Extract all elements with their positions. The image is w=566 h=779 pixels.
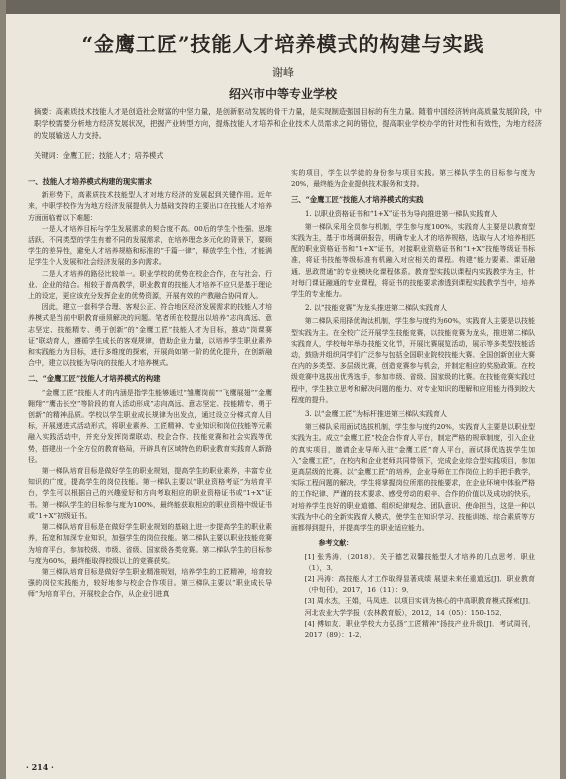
author-affiliation: 绍兴市中等专业学校: [228, 87, 337, 101]
body-paragraph: 实的项目，学生以学徒的身份参与项目实践。第三梯队学生的目标参与度为20%，最终能为企业提供技术服务和支持。: [291, 169, 535, 189]
body-paragraph: 第三梯队采用面试选拔机制，学生参与度约20%，实践育人主要是以职业型实践为主。成立“金鹰工匠”校企合作育人平台，制定严格的规章制度，引入企业的真实项目，邀请企业导师入驻“金鹰工匠”育人平台，面试择优选拔学生加入“金鹰工匠”，在校内和企业老师共同带领下，完成企业综合型实践项目，参加更高层级的比赛。以“金鹰工匠”的培养，企业导师在工作岗位上的手把手教学，实际工程问题的解决，学生将掌握岗位所需的技能要求，在企业环境中体验严格的工作纪律、严谨的技术要求、感受劳动的艰辛、合作的价值以及成功的快乐，对培养学生良好的职业道德、组织纪律观念、团队意识、使命担当，这是一种以实践为中心的全新实践育人模式，使学生在知识学习、技能训练、综合素质等方面都得到提升，并提高学生的职业适应能力。: [291, 423, 535, 533]
body-paragraph: 第一梯队培育目标是做好学生的职业规划，提高学生的职业素养，丰富专业知识的广度，提高学生的岗位技能。第一梯队主要以“职业资格考证”为培育平台，学生可以根据自己的兴趣爱好和方向考取相应的职业资格证书或“1+X”证书。第一梯队学生的目标参与度为100%，最终能获取相应的职业资格中级证书或“1+X”初级证书。: [28, 467, 272, 520]
abstract: 摘要：高素质技术技能人才是创造社会财富的中坚力量，是创新驱动发展的骨干力量，是实现制造强国目标的有生力量。随着中国经济转向高质量发展阶段，中职学校需要分析地方经济发展状况，把握产业转型方向，提炼技能人才培养和企业技术人员需求之间的错位，提高职业学校办学的针对性和有效性，为地方经济的发展输送人力支持。: [34, 107, 542, 140]
article-title: “金鹰工匠”技能人才培养模式的构建与实践: [81, 32, 485, 56]
reference-item: [4] 傅如友．职业学校大力弘扬“工匠精神”扬技产业升级[J]．考试周刊，2017（89）：1-2．: [304, 619, 535, 639]
reference-item: [3] 周水杰，王娟，马凤进．以项目实训为核心的中高职教育模式探索[J]．河北农业大学学报（农林教育版），2012，14（05）：150-152．: [304, 597, 535, 617]
section-heading: 二、“金鹰工匠”技能人才培养模式的构建: [28, 374, 161, 384]
body-paragraph: “金鹰工匠”技能人才的内涵是指学生能够通过“雏鹰岗前”“飞鹰展翅”“金鹰翱翔”“鹰击长空”等阶段的育人活动形成“志向高远、意志坚定、技能精专、勇于创新”的精神品质。学校以学生职业成长规律为出发点，通过设立分梯式育人目标，开展递进式活动形式，将职业素养、工匠精神、专业知识和岗位技能等元素融入实践活动中，并充分发挥岗课联动、校企合作、技能竞赛和社会实践等优势，搭建出一个全方位的教育格局，开辟具有区域特色的职业教育实践育人新路径。: [28, 388, 272, 464]
section-heading: 一、技能人才培养模式构建的现实需求: [28, 177, 153, 186]
subsection-heading: 3. 以“金鹰工匠”为标杆推进第三梯队实践育人: [305, 410, 448, 419]
body-paragraph: 第三梯队培育目标是做好学生职业精准规划，培养学生的工匠精神，培育较强的岗位实践能力，较好地参与校企合作项目。第三梯队主要以“职业成长导师”为培育平台，开展校企合作，从企业引进真: [28, 567, 272, 599]
author-name: 谢峰: [272, 66, 294, 79]
subsection-heading: 1. 以职业资格证书和“1+X”证书为导向推进第一梯队实践育人: [305, 209, 498, 218]
body-paragraph: 第二梯队培育目标是在做好学生职业规划的基础上进一步提高学生的职业素养，拓宽和加深专业知识，加强学生的岗位技能。第二梯队主要以职业技能竞赛为培育平台，参加校级、市级、省级、国家级各类竞赛。第二梯队学生的目标参与度为60%，最终能取得校级以上的竞赛获奖。: [28, 523, 272, 565]
keywords: 关键词：金鹰工匠；技能人才；培养模式: [34, 151, 164, 160]
reference-item: [2] 冯涛：高技能人才工作取得显著成绩 展望未来任重道远[J]．职业教育（中旬刊），2017，16（11）：9．: [304, 574, 535, 595]
references: [291, 538, 535, 641]
body-paragraph: 第二梯队采用择优淘汰机制，学生参与度约为60%，实践育人主要是以技能型实践为主。在全校广泛开展学生技能竞赛，以技能竞赛为龙头，推进第二梯队实践育人，学校每年举办技能文化节，开展比赛展览活动，展示等多类型技能活动，鼓励并组织同学们广泛参与包括全国职业院校技能大赛、全国创新创业大赛在内的多类型、多层级比赛，创造竞赛参与机会，并制定相应的奖励政策。在校级竞赛中选拔出优秀选手，参加市级、省级、国家级的比赛。在技能竞赛实践过程中，学生独立思考和解决问题的能力、对专业知识的理解和应用能力得到较大程度的提升。: [291, 317, 535, 404]
body-paragraph: 一是人才培养目标与学生发展需求的契合度不高。00后的学生个性强、思维活跃、不同类型的学生有着不同的发展需求，在培养理念多元化的背景下，要顾学生的差异性，避免人才培养规格和标准的“千篇一律”，释放学生个性，才能满足学生个人发展和社会经济发展的多向需求。: [28, 224, 272, 267]
running-head: [6, 0, 560, 14]
left-column: [28, 172, 272, 601]
right-column: [291, 168, 535, 641]
section-heading: 三、“金鹰工匠”技能人才培养模式的实践: [291, 195, 424, 205]
body-paragraph: 因此，建立一套科学合理、客观公正、符合地区经济发展需求的技能人才培养模式是当前中职教育亟须解决的问题。笔者所在校提出以培养“志向高远、意志坚定、技能精专、勇于创新”的“金鹰工匠”技能人才为目标，推动“岗课赛证”联动育人，遵循学生成长的客观规律，借助企业力量，以培养学生职业素养和实践能力为目标，进行多维度的探索，开展尚如第一阶的优化提升，在创新融合中，建立以技能为导向的技能人才培养模式。: [28, 303, 272, 368]
references-heading: 参考文献：: [318, 539, 354, 548]
body-paragraph: 二是人才培养的路径比较单一。职业学校的优势在校企合作，在与社会、行业、企业的结合。相较于普高教学，职业教育的技能人才培养不应只是基于理论上的设定，更应该充分发挥企业的优势资源，开展有效的产教融合协同育人。: [28, 269, 272, 301]
body-paragraph: 第一梯队采用全员参与机制，学生参与度100%，实践育人主要是以教育型实践为主，基于市场调研报告，明确专业人才的培养规格，选取与人才培养相匹配的职业资格证书和“1+X”证书，对接职业资格证书和“1+X”技能等级证书标准，将证书技能等级标准有机融入对应相关的课程。构建“能力要素、课证融通、思政贯通”的专业模块化课程体系。教育型实践以课程内实践教学为主，针对每门课证融通的专业课程，将证书的技能要求渗透到课程实践教学当中，培养学生的专业能力。: [291, 222, 535, 299]
reference-item: [1] 张秀涛．（2018）．关于德艺双馨技能型人才培养的几点思考．职业（1），3．: [304, 552, 535, 572]
page-number: · 214 ·: [26, 762, 54, 772]
journal-page: [6, 0, 560, 779]
body-paragraph: 新形势下，高素质技术技能型人才对地方经济的发展起到关键作用。近年来，中职学校作为为地方经济发展提供人力基础支持的主要出口在技能人才培养方面面临着以下难题：: [28, 191, 272, 222]
subsection-heading: 2. 以“技能竞赛”为龙头推进第二梯队实践育人: [305, 304, 448, 313]
